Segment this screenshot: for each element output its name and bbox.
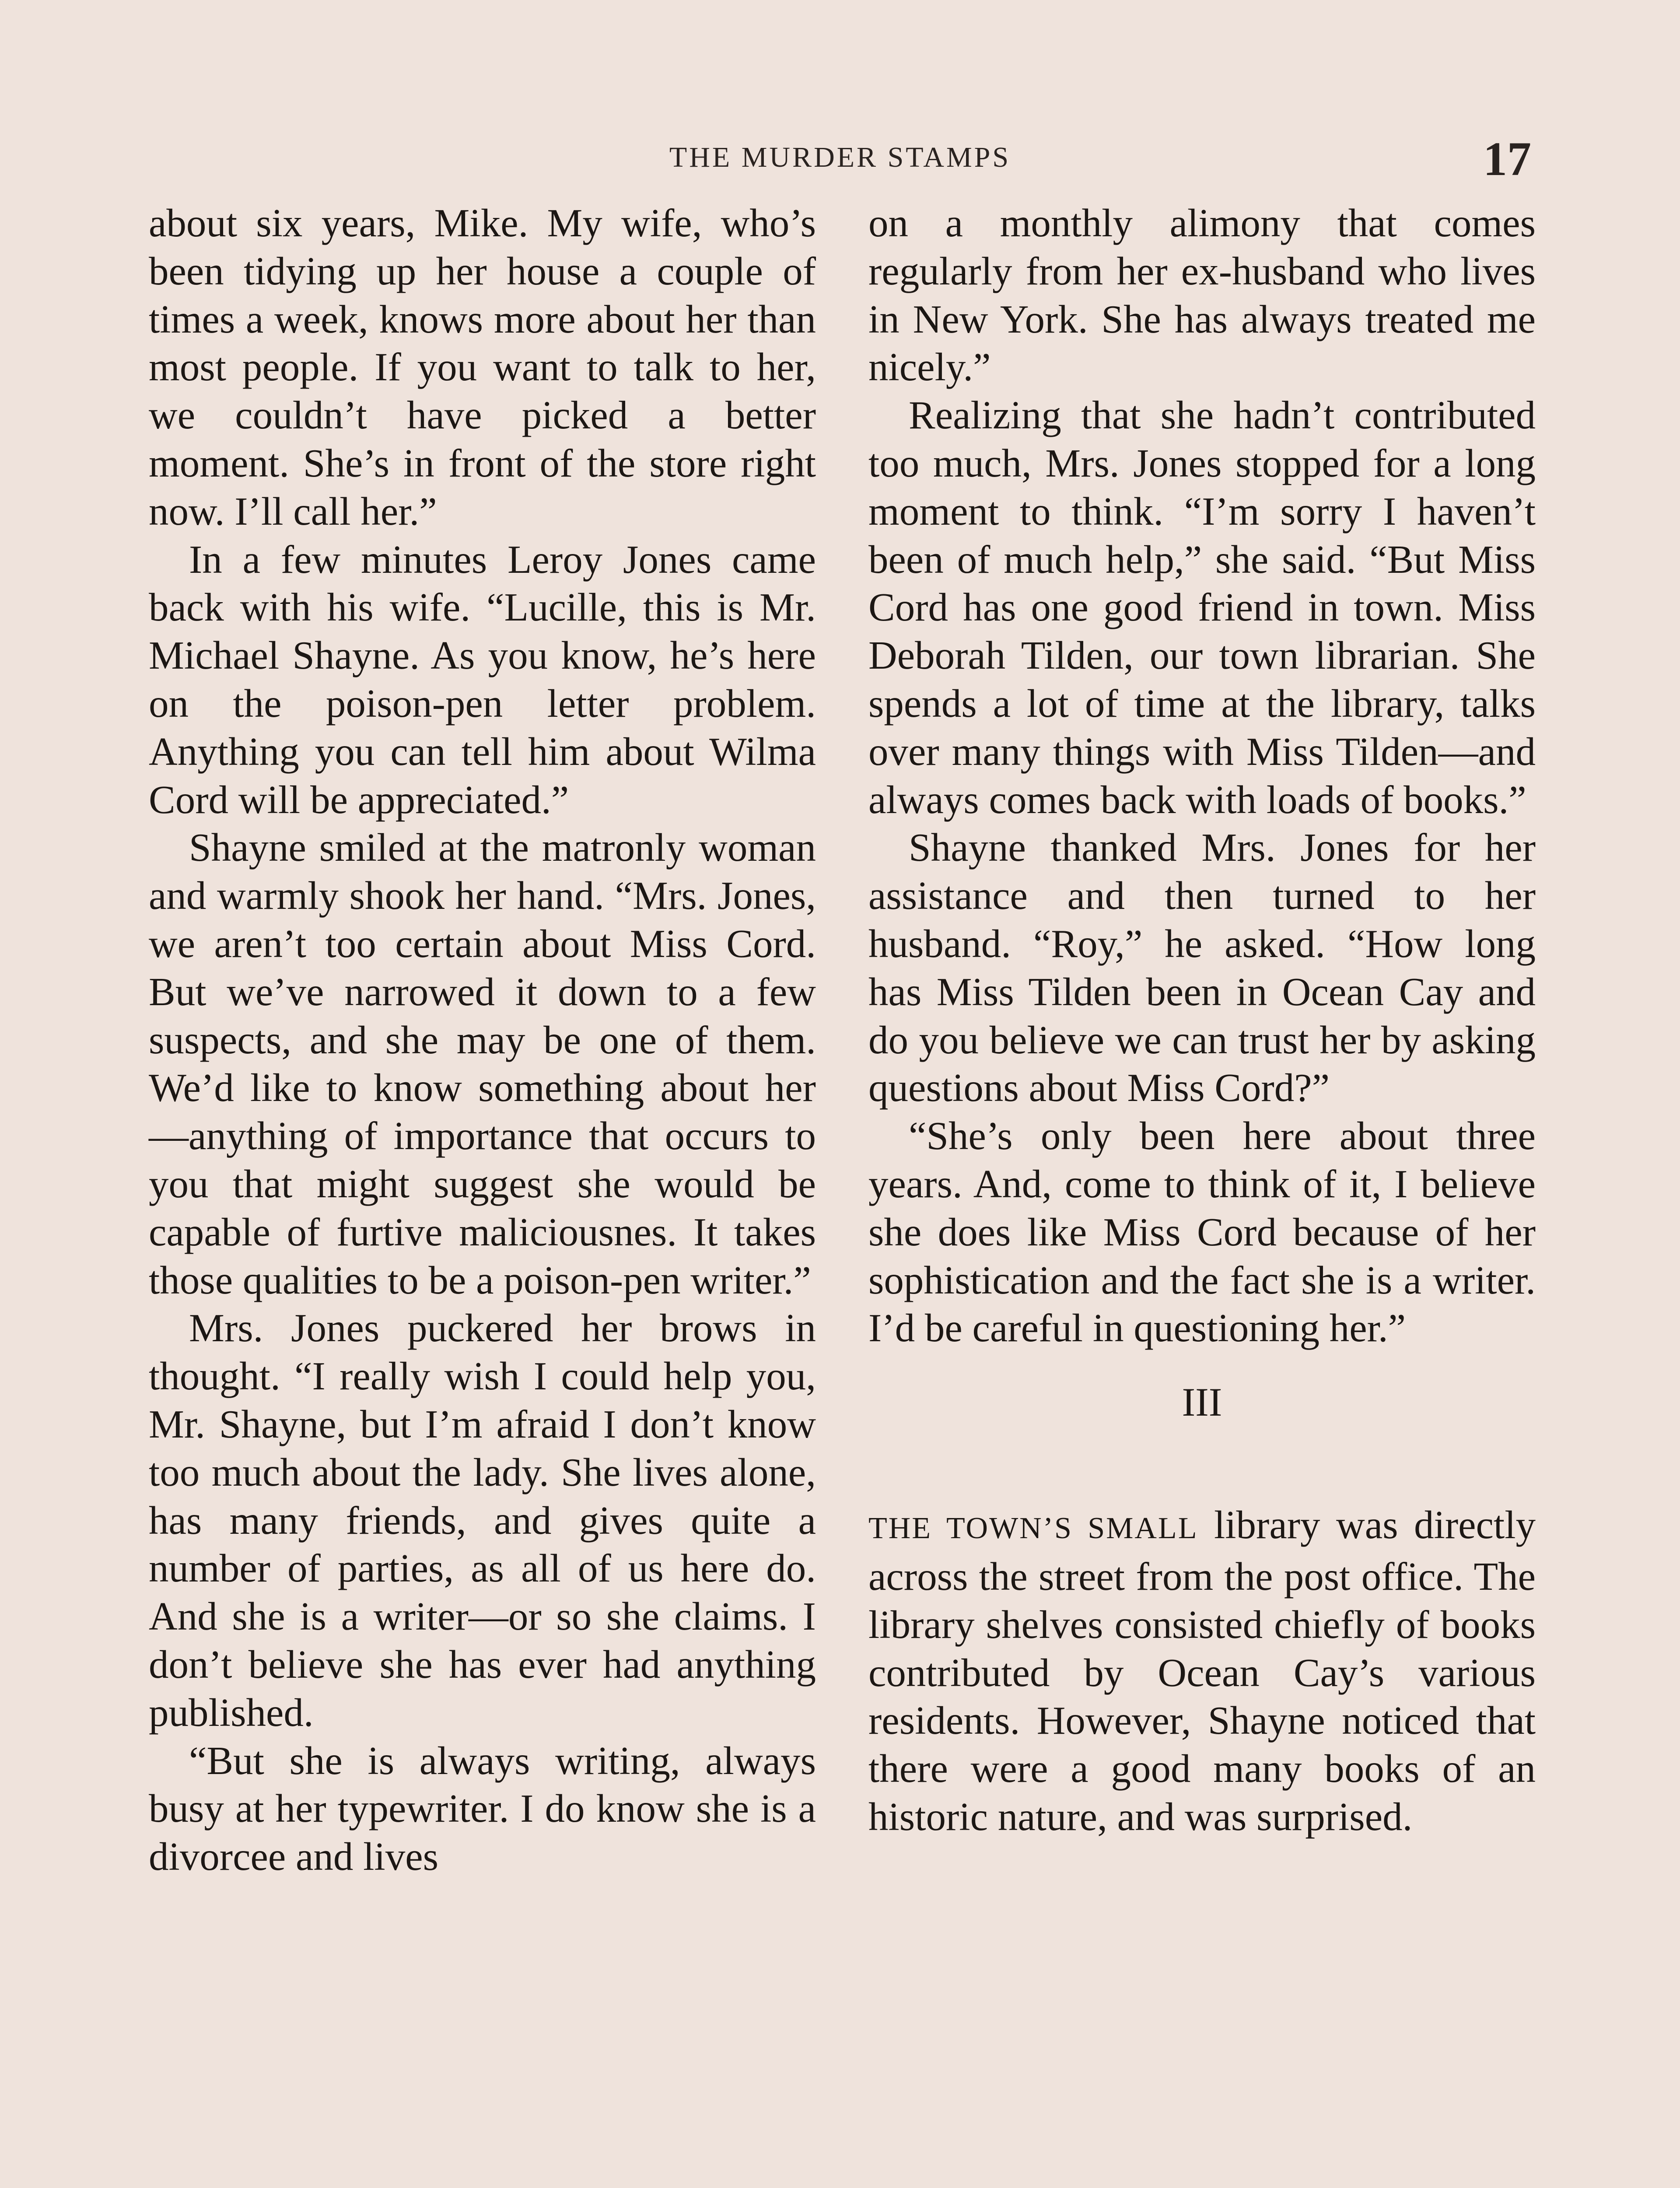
section-number: III bbox=[1182, 1380, 1222, 1425]
paragraph: on a monthly alimony that comes regularly from her ex-husband who lives in New York. She has always treated me nicely.” bbox=[868, 201, 1536, 389]
running-title: THE MURDER STAMPS bbox=[669, 141, 1011, 173]
right-column bbox=[868, 199, 1536, 1841]
paragraph: Realizing that she hadn’t contributed too much, Mrs. Jones stopped for a long moment to think. “I’m sorry I haven’t been of much help,” she said. “But Miss Cord has one good friend in town. Miss Deborah Tilden, our town librarian. She spends a lot of time at the library, talks over many things with Miss Tilden—and always comes back with loads of books.” bbox=[868, 393, 1536, 822]
paragraph: “She’s only been here about three years. And, come to think of it, I believe she does like Miss Cord because of her sophistication and the fact she is a writer. I’d be careful in questioning her.” bbox=[868, 1114, 1536, 1350]
paragraph: about six years, Mike. My wife, who’s been tidying up her house a couple of times a week, knows more about her than most people. If you want to talk to her, we couldn’t have picked a better moment. She’s in front of the store right now. I’ll call her.” bbox=[149, 201, 816, 533]
paragraph: In a few minutes Leroy Jones came back with his wife. “Lucille, this is Mr. Michael Shayne. As you know, he’s here on the poison-pen letter problem. Anything you can tell him about Wilma Cord will be appreciated.” bbox=[149, 537, 816, 822]
section-paragraph bbox=[868, 1501, 1536, 1841]
paragraph: Shayne thanked Mrs. Jones for her assistance and then turned to her husband. “Roy,” he asked. “How long has Miss Tilden been in Ocean Cay and do you believe we can trust her by asking questions about Miss Cord?” bbox=[868, 825, 1536, 1110]
section-lead-in: THE TOWN’S SMALL bbox=[868, 1511, 1198, 1546]
paragraph: Shayne smiled at the matronly woman and warmly shook her hand. “Mrs. Jones, we aren’t too certain about Miss Cord. But we’ve narrowed it down to a few suspects, and she may be one of them. We’d like to know something about her—anything of importance that occurs to you that might suggest she would be capable of furtive maliciousnes. It takes those qualities to be a poison-pen writer.” bbox=[149, 825, 816, 1302]
page-header bbox=[149, 131, 1531, 184]
left-column bbox=[149, 199, 816, 1881]
section-paragraph-text: library was directly across the street from the post office. The library shelves consisted chiefly of books contributed by Ocean Cay’s various residents. However, Shayne noticed that there were a good many books of an historic nature, and was surprised. bbox=[868, 1503, 1536, 1839]
page-number: 17 bbox=[1483, 132, 1531, 186]
paragraph: Mrs. Jones puckered her brows in thought. “I really wish I could help you, Mr. Shayne, but I’m afraid I don’t know too much about the lady. She lives alone, has many friends, and gives quite a number of parties, as all of us here do. And she is a writer—or so she claims. I don’t believe she has ever had anything published. bbox=[149, 1306, 816, 1735]
paragraph: “But she is always writing, always busy at her typewriter. I do know she is a divorcee and lives bbox=[149, 1738, 816, 1879]
